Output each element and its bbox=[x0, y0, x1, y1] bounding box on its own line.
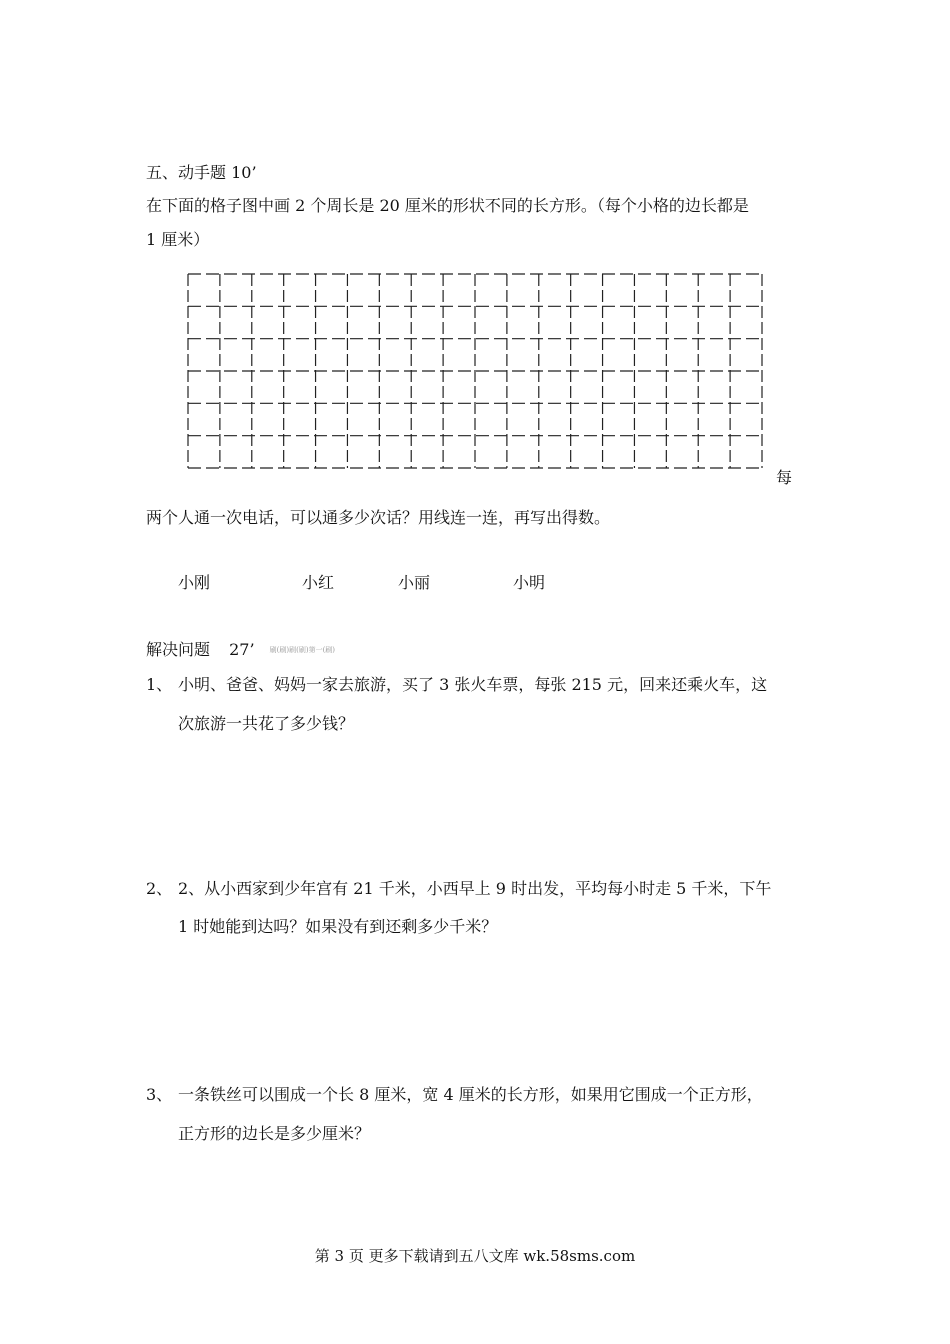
solve-heading-label: 解决问题 bbox=[146, 640, 211, 659]
solve-points: 27’ bbox=[229, 640, 255, 659]
phone-question: 两个人通一次电话，可以通多少次话？用线连一连，再写出得数。 bbox=[146, 508, 611, 527]
grid-instruction-line2: 1 厘米） bbox=[146, 230, 210, 249]
page-footer: 第 3 页 更多下载请到五八文库 wk.58sms.com bbox=[314, 1247, 636, 1265]
dashed-grid bbox=[186, 270, 766, 470]
name-xiaogang: 小刚 bbox=[178, 573, 211, 592]
section-heading-5: 五、动手题 10’ bbox=[146, 163, 257, 182]
problem-3-number: 3、 bbox=[146, 1085, 173, 1104]
faint-mark: 刷(刷)刷(刷)第一(刷) bbox=[269, 646, 336, 654]
trailing-char: 每 bbox=[776, 468, 793, 487]
problem-3-line2: 正方形的边长是多少厘米？ bbox=[178, 1124, 371, 1143]
name-xiaoli: 小丽 bbox=[398, 573, 431, 592]
problem-1-line2: 次旅游一共花了多少钱？ bbox=[178, 714, 355, 733]
problem-2-line2: 1 时她能到达吗？如果没有到还剩多少千米？ bbox=[178, 917, 498, 936]
grid-instruction-line1: 在下面的格子图中画 2 个周长是 20 厘米的形状不同的长方形。（每个小格的边长都是 bbox=[146, 196, 749, 215]
problem-2-number: 2、 bbox=[146, 879, 173, 898]
problem-1-number: 1、 bbox=[146, 675, 173, 694]
problem-1-line1: 小明、爸爸、妈妈一家去旅游，买了 3 张火车票，每张 215 元，回来还乘火车，这 bbox=[178, 675, 768, 694]
name-xiaohong: 小红 bbox=[302, 573, 335, 592]
name-xiaoming: 小明 bbox=[513, 573, 546, 592]
problem-3-line1: 一条铁丝可以围成一个长 8 厘米，宽 4 厘米的长方形，如果用它围成一个正方形， bbox=[178, 1085, 763, 1104]
solve-heading bbox=[146, 642, 335, 658]
problem-2-line1: 2、从小西家到少年宫有 21 千米，小西早上 9 时出发，平均每小时走 5 千米，下午 bbox=[178, 879, 772, 898]
